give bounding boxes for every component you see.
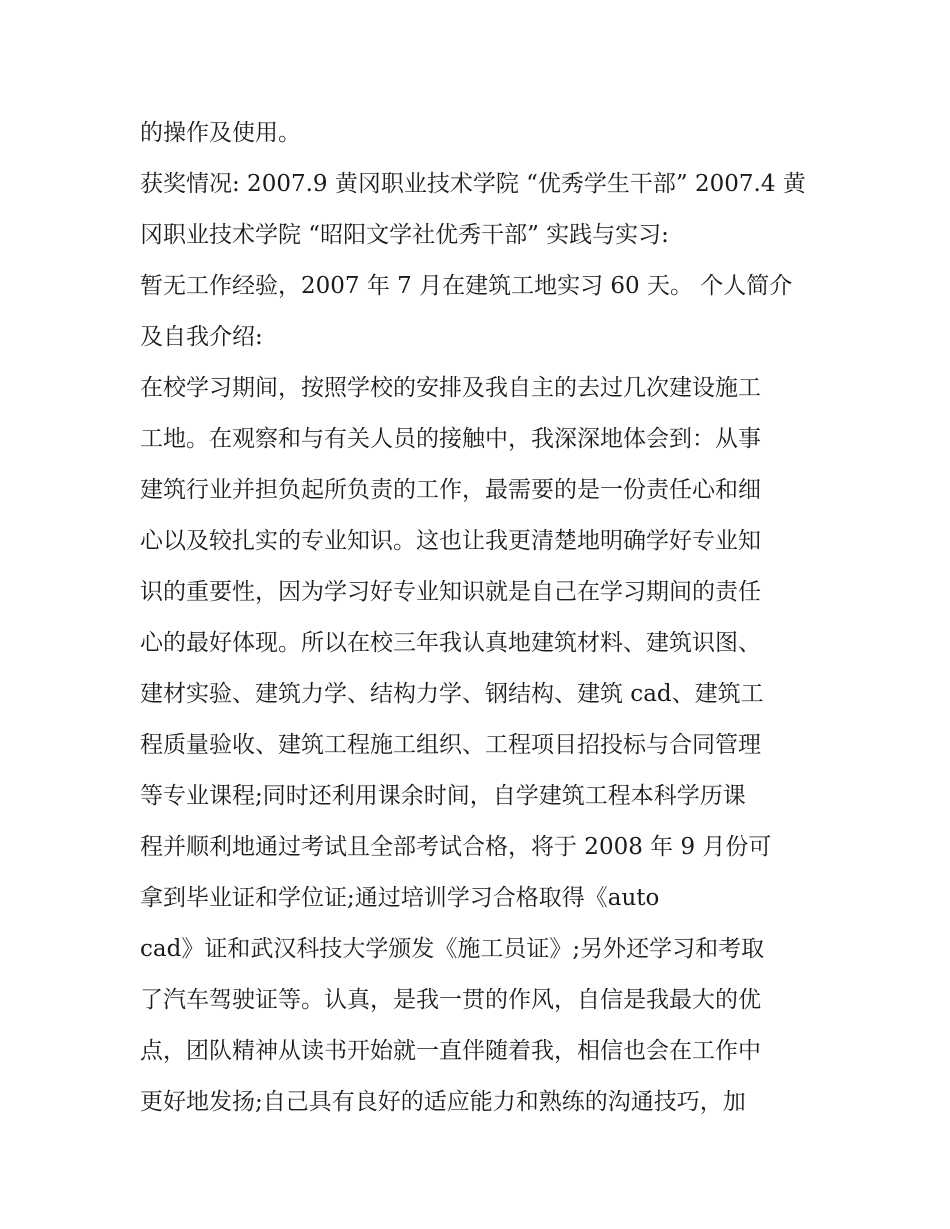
text-line: 更好地发扬;自己具有良好的适应能力和熟练的沟通技巧，加: [140, 1089, 746, 1115]
text-line: cad》证和武汉科技大学颁发《施工员证》;另外还学习和考取: [140, 936, 765, 962]
text-line: 等专业课程;同时还利用课余时间，自学建筑工程本科学历课: [140, 783, 746, 809]
text-line: 的操作及使用。: [140, 120, 301, 146]
text-line: 在校学习期间，按照学校的安排及我自主的去过几次建设施工: [140, 375, 761, 401]
text-line: 了汽车驾驶证等。认真，是我一贯的作风，自信是我最大的优: [140, 987, 761, 1013]
document-body: [140, 108, 820, 1128]
text-line: 点，团队精神从读书开始就一直伴随着我，相信也会在工作中: [140, 1038, 761, 1064]
text-line: 拿到毕业证和学位证;通过培训学习合格取得《auto: [140, 885, 660, 911]
text-line: 程并顺利地通过考试且全部考试合格，将于 2008 年 9 月份可: [140, 834, 772, 860]
text-line: 及自我介绍:: [140, 324, 263, 350]
text-line: 冈职业技术学院 “昭阳文学社优秀干部” 实践与实习:: [140, 222, 669, 248]
text-line: 暂无工作经验，2007 年 7 月在建筑工地实习 60 天。 个人简介: [140, 273, 793, 299]
text-line: 建材实验、建筑力学、结构力学、钢结构、建筑 cad、建筑工: [140, 681, 764, 707]
text-line: 心的最好体现。所以在校三年我认真地建筑材料、建筑识图、: [140, 630, 761, 656]
text-line: 工地。在观察和与有关人员的接触中，我深深地体会到：从事: [140, 426, 761, 452]
text-line: 心以及较扎实的专业知识。这也让我更清楚地明确学好专业知: [140, 528, 761, 554]
text-line: 识的重要性，因为学习好专业知识就是自己在学习期间的责任: [140, 579, 761, 605]
text-line: 建筑行业并担负起所负责的工作，最需要的是一份责任心和细: [140, 477, 761, 503]
text-line: 获奖情况: 2007.9 黄冈职业技术学院 “优秀学生干部” 2007.4 黄: [140, 171, 806, 197]
text-line: 程质量验收、建筑工程施工组织、工程项目招投标与合同管理: [140, 732, 761, 758]
